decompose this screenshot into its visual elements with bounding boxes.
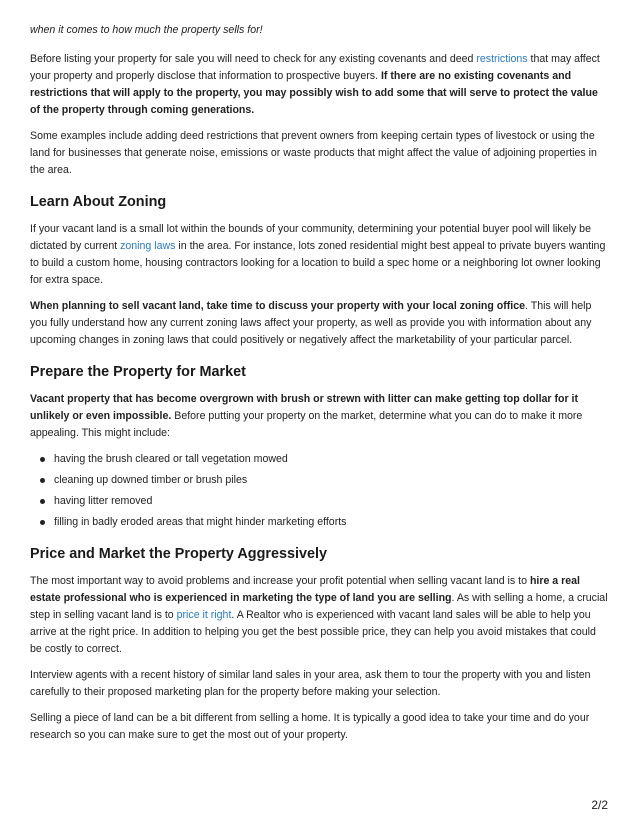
price-paragraph-2: Interview agents with a recent history of similar land sales in your area, ask them to tour the property with you and listen carefully to their proposed marketing plan for the property before making your selection. [30, 669, 591, 698]
covenants-paragraph [30, 51, 608, 119]
zoning-text-b: in the area. For instance, lots zoned residential might best appeal to private buyers wanting to build a custom home, housing contractors looking for a location to build a spec home or a neighboring lot owner looking for extra space. [30, 240, 606, 286]
list-item [38, 514, 608, 531]
intro-text: when it comes to how much the property sells for! [30, 24, 263, 36]
prepare-bold-text: Vacant property that has become overgrown with brush or strewn with litter can make getting top dollar for it unlikely or even impossible. [30, 393, 579, 422]
bullet-icon [40, 457, 45, 462]
price-text-c: . A Realtor who is experienced with vacant land sales will be able to help you arrive at the right price. In addition to helping you get the best possible price, they can help you avoid mistakes that could be costly to correct. [30, 609, 596, 655]
covenants-text-a: Before listing your property for sale you will need to check for any existing covenants and deed [30, 53, 477, 65]
bullet-icon [40, 478, 45, 483]
price-text-a: The most important way to avoid problems and increase your profit potential when selling vacant land is to [30, 575, 530, 587]
price-paragraph-1 [30, 573, 608, 658]
price-paragraph-3: Selling a piece of land can be a bit different from selling a home. It is typically a good idea to take your time and do your research so you can make sure to get the most out of your property. [30, 712, 590, 741]
restrictions-link[interactable]: restrictions [476, 53, 528, 65]
price-it-right-link[interactable]: price it right [176, 609, 232, 621]
list-item [38, 472, 608, 489]
list-item [38, 451, 608, 468]
page-number: 2/2 [591, 798, 608, 812]
price-heading: Price and Market the Property Aggressively [30, 546, 327, 562]
prepare-paragraph [30, 391, 608, 442]
covenants-bold-text: If there are no existing covenants and restrictions that will apply to the property, you may possibly wish to add some that will serve to protect the value of the property through coming generations. [30, 70, 598, 116]
zoning-text-a: If your vacant land is a small lot within the bounds of your community, determining your potential buyer pool will likely be dictated by current [30, 223, 591, 252]
bullet-icon [40, 499, 45, 504]
list-item [38, 493, 608, 510]
zoning-laws-link[interactable]: zoning laws [120, 240, 176, 252]
list-item-text: cleaning up downed timber or brush piles [54, 474, 248, 486]
prepare-list [30, 451, 608, 531]
zoning-heading: Learn About Zoning [30, 194, 167, 210]
price-text-b: . As with selling a home, a crucial step in selling vacant land is to [30, 592, 608, 621]
document-page [30, 22, 608, 753]
covenants-text-b: that may affect your property and properly disclose that information to prospective buyers. [30, 53, 600, 82]
bullet-icon [40, 520, 45, 525]
zoning-bold-text: When planning to sell vacant land, take time to discuss your property with your local zoning office [30, 300, 526, 312]
list-item-text: having litter removed [54, 495, 153, 507]
zoning-text-rest: . This will help you fully understand how any current zoning laws affect your property, as well as provide you with information about any upcoming changes in zoning laws that could positively or negatively affect the marketability of your particular parcel. [30, 300, 592, 346]
examples-paragraph: Some examples include adding deed restrictions that prevent owners from keeping certain types of livestock or using the land for businesses that generate noise, emissions or waste products that might affect the value of adjoining properties in the area. [30, 130, 597, 176]
zoning-paragraph-1 [30, 221, 608, 289]
prepare-heading: Prepare the Property for Market [30, 364, 246, 380]
zoning-paragraph-2 [30, 298, 608, 349]
prepare-text-rest: Before putting your property on the market, determine what you can do to make it more appealing. This might include: [30, 410, 583, 439]
price-bold-text: hire a real estate professional who is experienced in marketing the type of land you are selling [30, 575, 580, 604]
list-item-text: having the brush cleared or tall vegetation mowed [54, 453, 288, 465]
list-item-text: filling in badly eroded areas that might hinder marketing efforts [54, 516, 347, 528]
